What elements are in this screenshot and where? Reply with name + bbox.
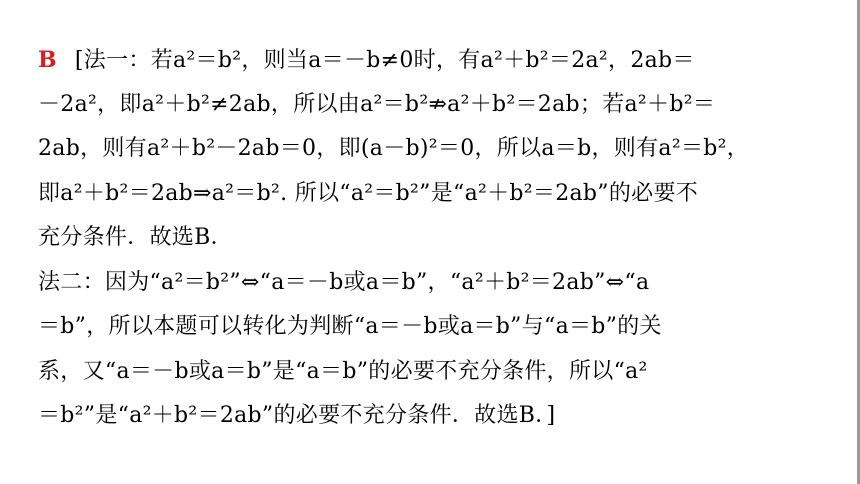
solution-line: 即a²＋b²＝2ab⇒a²＝b². 所以“a²＝b²”是“a²＋b²＝2ab”的必要不 xyxy=(38,180,699,206)
answer-letter: B xyxy=(38,47,57,73)
solution-line: ＝b²”是“a²＋b²＝2ab”的必要不充分条件．故选B．] xyxy=(38,403,556,428)
solution-line: 系，又“a＝－b或a＝b”是“a＝b”的必要不充分条件，所以“a² xyxy=(38,358,648,384)
solution-line: 法二：因为“a²＝b²”⇔“a＝－b或a＝b”，“a²＋b²＝2ab”⇔“a xyxy=(38,269,650,295)
solution-line: 2ab，则有a²＋b²－2ab＝0，即(a－b)²＝0，所以a＝b，则有a²＝b²， xyxy=(38,136,750,161)
solution-line xyxy=(38,40,828,85)
solution-text xyxy=(38,40,828,441)
solution-line: ＝b”，所以本题可以转化为判断“a＝－b或a＝b”与“a＝b”的关 xyxy=(38,314,662,339)
solution-line: 充分条件．故选B． xyxy=(38,225,233,250)
solution-line: －2a²，即a²＋b²≠2ab，所以由a²＝b²⇏a²＋b²＝2ab；若a²＋b²＝ xyxy=(38,91,716,117)
line-text: [法一：若a²＝b²，则当a＝－b≠0时，有a²＋b²＝2a²，2ab＝ xyxy=(74,48,695,73)
